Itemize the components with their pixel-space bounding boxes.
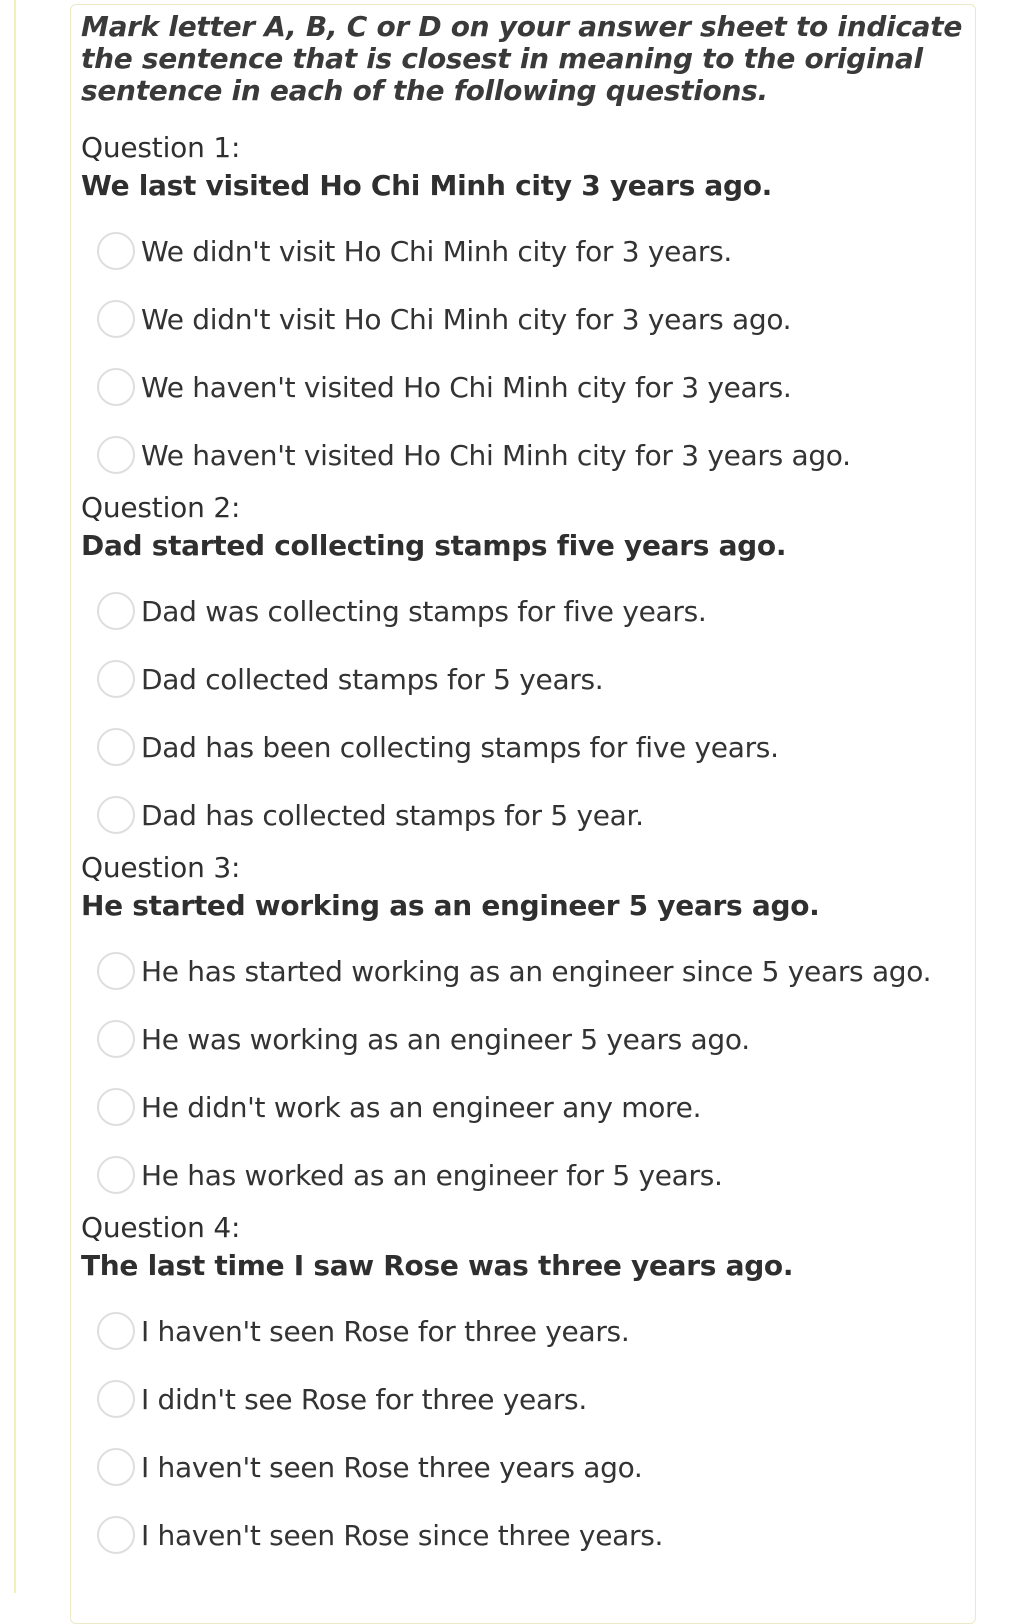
option-label: We didn't visit Ho Chi Minh city for 3 years. [141, 234, 733, 268]
question-prompt: We last visited Ho Chi Minh city 3 years ago. [81, 169, 772, 202]
option-label: We haven't visited Ho Chi Minh city for 3 years. [141, 370, 792, 404]
option-label: He has started working as an engineer since 5 years ago. [141, 954, 932, 988]
option-label: I haven't seen Rose three years ago. [141, 1450, 643, 1484]
question-prompt: Dad started collecting stamps five years ago. [81, 529, 787, 562]
option-label: I didn't see Rose for three years. [141, 1382, 587, 1416]
answer-option-a[interactable] [81, 577, 965, 645]
radio-button[interactable] [97, 952, 135, 990]
question-2 [81, 489, 965, 849]
option-label: We haven't visited Ho Chi Minh city for 3 years ago. [141, 438, 851, 472]
answer-option-c[interactable] [81, 353, 965, 421]
radio-button[interactable] [97, 1156, 135, 1194]
radio-button[interactable] [97, 1448, 135, 1486]
answer-options [81, 937, 965, 1209]
answer-option-a[interactable] [81, 937, 965, 1005]
quiz-card [70, 4, 976, 1624]
radio-button[interactable] [97, 1516, 135, 1554]
answer-option-c[interactable] [81, 713, 965, 781]
option-label: We didn't visit Ho Chi Minh city for 3 years ago. [141, 302, 792, 336]
question-4 [81, 1209, 965, 1569]
question-prompt: He started working as an engineer 5 years ago. [81, 889, 820, 922]
answer-option-c[interactable] [81, 1433, 965, 1501]
answer-option-a[interactable] [81, 217, 965, 285]
option-label: I haven't seen Rose for three years. [141, 1314, 630, 1348]
answer-option-d[interactable] [81, 781, 965, 849]
answer-option-c[interactable] [81, 1073, 965, 1141]
radio-button[interactable] [97, 232, 135, 270]
option-label: Dad collected stamps for 5 years. [141, 662, 604, 696]
answer-option-a[interactable] [81, 1297, 965, 1365]
radio-button[interactable] [97, 1020, 135, 1058]
answer-options [81, 217, 965, 489]
radio-button[interactable] [97, 300, 135, 338]
answer-option-d[interactable] [81, 1501, 965, 1569]
question-3 [81, 849, 965, 1209]
question-label: Question 1: [81, 131, 241, 164]
answer-options [81, 577, 965, 849]
radio-button[interactable] [97, 436, 135, 474]
option-label: I haven't seen Rose since three years. [141, 1518, 664, 1552]
question-1 [81, 129, 965, 489]
question-label: Question 4: [81, 1211, 241, 1244]
radio-button[interactable] [97, 1380, 135, 1418]
radio-button[interactable] [97, 660, 135, 698]
answer-option-d[interactable] [81, 421, 965, 489]
answer-option-b[interactable] [81, 285, 965, 353]
radio-button[interactable] [97, 728, 135, 766]
option-label: Dad has been collecting stamps for five years. [141, 730, 779, 764]
option-label: Dad was collecting stamps for five years. [141, 594, 707, 628]
option-label: He didn't work as an engineer any more. [141, 1090, 702, 1124]
question-label: Question 2: [81, 491, 241, 524]
answer-option-b[interactable] [81, 645, 965, 713]
instructions-text: Mark letter A, B, C or D on your answer sheet to indicate the sentence that is closest in meaning to the original sentence in each of the following questions. [81, 10, 963, 107]
answer-option-b[interactable] [81, 1005, 965, 1073]
radio-button[interactable] [97, 1088, 135, 1126]
page-border-line [14, 0, 16, 1593]
answer-options [81, 1297, 965, 1569]
answer-option-d[interactable] [81, 1141, 965, 1209]
option-label: He has worked as an engineer for 5 years. [141, 1158, 723, 1192]
question-label: Question 3: [81, 851, 241, 884]
radio-button[interactable] [97, 796, 135, 834]
radio-button[interactable] [97, 368, 135, 406]
radio-button[interactable] [97, 592, 135, 630]
option-label: Dad has collected stamps for 5 year. [141, 798, 644, 832]
radio-button[interactable] [97, 1312, 135, 1350]
answer-option-b[interactable] [81, 1365, 965, 1433]
option-label: He was working as an engineer 5 years ago. [141, 1022, 750, 1056]
question-prompt: The last time I saw Rose was three years ago. [81, 1249, 794, 1282]
